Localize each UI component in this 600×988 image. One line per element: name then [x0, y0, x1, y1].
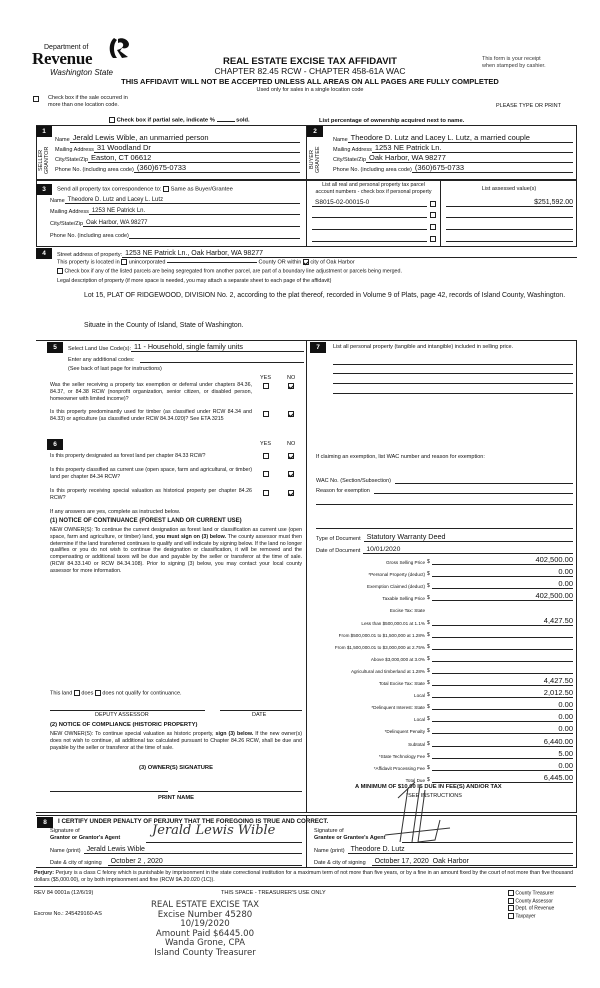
stamp-line: Amount Paid $6445.00 [155, 928, 255, 939]
personal-property-checkbox[interactable] [430, 236, 436, 242]
section-8-number: 8 [37, 817, 53, 828]
tax-row-value[interactable]: 402,500.00 [432, 555, 573, 565]
distribution-taxpayer[interactable] [508, 913, 554, 921]
tax-row-label: Subtotal [408, 741, 425, 747]
logo-department-text: Department of [44, 44, 89, 51]
distribution-county-assessor[interactable] [508, 898, 554, 906]
q1-yes-checkbox[interactable] [263, 383, 269, 390]
tax-row-value[interactable]: 5.00 [432, 749, 573, 759]
location-row [57, 259, 355, 265]
grantee-sig-label-2: Grantee or Grantee's Agent [314, 835, 386, 841]
parcel-row [312, 196, 436, 207]
tax-row-label: *State Technology Fee [378, 753, 425, 759]
corr-name-label: Name [50, 198, 65, 204]
corr-phone-label: Phone No. (including area code) [50, 233, 129, 239]
land-use-question-1: Was the seller receiving a property tax exemption or deferral under chapters 84.36, 84.37, or 84.38 RCW (nonprofit organization, senior citizen, or disabled person, homeowner with limited income)? [50, 382, 252, 402]
form-warning: THIS AFFIDAVIT WILL NOT BE ACCEPTED UNLESS ALL AREAS ON ALL PAGES ARE FULLY COMPLETED [121, 77, 499, 86]
seller-name-field[interactable]: Jerald Lewis Wible, an unmarried person [70, 133, 300, 143]
assessed-value-field[interactable]: $251,592.00 [446, 199, 573, 207]
buyer-label: BUYER [309, 150, 315, 170]
seller-address-label: Mailing Address [55, 147, 94, 153]
same-as-buyer-label: Same as Buyer/Grantee [170, 186, 233, 193]
personal-property-checkbox[interactable] [430, 224, 436, 230]
personal-property-label: List all personal property (tangible and intangible) included in selling price. [333, 344, 514, 350]
seller-label: SELLER [38, 149, 44, 171]
if-yes-note: If any answers are yes, complete as instructed below. [50, 509, 181, 515]
notice-compliance-title: (2) NOTICE OF COMPLIANCE (HISTORIC PROPERTY) [50, 722, 198, 728]
multi-location-checkbox[interactable] [33, 96, 39, 103]
perjury-label: Perjury: [34, 870, 55, 876]
grantee-name-label: Name (print) [314, 848, 345, 854]
wac-row [316, 475, 573, 484]
notice2-text-a: NEW OWNER(S): To continue special valuation as historic property, [50, 731, 216, 737]
partial-sale-label: Check box if partial sale, indicate % [116, 117, 215, 124]
escrow-number: 245429160-AS [65, 911, 102, 917]
reason-line-2[interactable] [316, 504, 573, 505]
owner-signature-label: (3) OWNER(S) SIGNATURE [139, 765, 213, 771]
section6-question-3: Is this property receiving special valuation as historical property per chapter 84.26 RCW? [50, 488, 252, 501]
legal-description-text: Lot 15, PLAT OF RIDGEWOOD, DIVISION No. 2, according to the plat thereof, recorded in Volume 9 of Plats, page 42, records of Island County, Washington. [84, 292, 566, 299]
tax-row-value[interactable]: 4,427.50 [432, 676, 573, 686]
unincorporated-checkbox[interactable] [121, 259, 127, 265]
tax-row-value[interactable]: 0.00 [432, 712, 573, 722]
land-use-row [68, 342, 304, 352]
doc-type-label: Type of Document [316, 536, 361, 542]
dollar-sign: $ [427, 740, 430, 747]
tax-row-label: Exemption Claimed (deduct) [367, 584, 425, 590]
parcel-header-line2: account numbers - check box if personal property [315, 188, 432, 195]
tax-table [283, 553, 573, 783]
seller-city-field[interactable]: Easton, CT 06612 [88, 153, 300, 163]
reason-label: Reason for exemption [316, 488, 370, 494]
dollar-sign: $ [427, 716, 430, 723]
land-use-field[interactable]: 11 - Household, single family units [131, 342, 304, 352]
tax-row [283, 710, 573, 722]
tax-row-value[interactable]: 6,445.00 [432, 773, 573, 783]
assessed-value-header: List assessed value(s) [481, 186, 537, 192]
dor-logo-icon [108, 36, 130, 60]
tax-row [283, 722, 573, 734]
notice1-text-b: The county assessor must then determine if the land transferred continues to qualify and will indicate by signing below. If the land no longer qualifies or you do not wish to continue the designation or classification, it will be removed and the compensating or additional taxes will be due and payable by the seller or transferor at the time of sale. (RCW 84.33.140 or RCW 84.34.108). Prior to signing (3) below, you may contact your local county assessor for more information. [50, 533, 302, 574]
stamp-line: REAL ESTATE EXCISE TAX [150, 900, 260, 910]
deputy-assessor-label: DEPUTY ASSESSOR [95, 712, 149, 718]
correspondence-label: Send all property tax correspondence to: [57, 186, 162, 193]
dollar-sign: $ [427, 776, 430, 783]
dollar-sign: $ [427, 631, 430, 638]
grantee-label: GRANTEE [315, 146, 321, 174]
tax-row [283, 759, 573, 771]
grantor-signature: Jerald Lewis Wible [152, 823, 276, 838]
ownership-note: List percentage of ownership acquired next to name. [319, 118, 465, 124]
assessed-value-list [446, 196, 573, 242]
parcel-number-field[interactable]: S8015-02-00015-0 [312, 199, 427, 207]
street-address-row [57, 248, 577, 258]
land-use-instructions: (See back of last page for instructions) [68, 366, 162, 372]
owner-signature-line[interactable] [50, 791, 168, 792]
section6-question-1: Is this property designated as forest land per chapter 84.33 RCW? [50, 453, 206, 459]
reason-line-3[interactable] [316, 528, 573, 529]
yes-header: YES [260, 375, 272, 381]
buyer-grantee-label [309, 142, 323, 178]
personal-property-line[interactable] [333, 373, 573, 374]
land-use-label: Select Land Use Code(s): [68, 346, 131, 352]
segregated-label: Check box if any of the listed parcels are being segregated from another parcel, are part of a boundary line adjustment or parcels being merged. [64, 268, 402, 275]
grantor-date-field[interactable]: October 2 , 2020 [108, 858, 302, 866]
grantee-date-field[interactable]: October 17, 2020 Oak Harbor [372, 858, 573, 866]
parcel-row [312, 218, 436, 230]
personal-property-line[interactable] [333, 393, 573, 394]
located-in-label: This property is located in [57, 259, 120, 266]
legal-description-label: Legal description of property (if more space is needed, you may attach a separate sheet to each page of the affidavit) [57, 278, 332, 284]
seller-phone-field[interactable]: (360)675-0733 [134, 163, 300, 173]
tax-row-label: *Delinquent Interest: State [371, 705, 425, 711]
yes-header: YES [260, 441, 272, 447]
logo-revenue-text: Revenue [32, 49, 93, 68]
dollar-sign: $ [427, 655, 430, 662]
grantee-date-label: Date & city of signing [314, 860, 366, 866]
grantee-sig-label-1: Signature of [314, 828, 344, 834]
buyer-city-field[interactable]: Oak Harbor, WA 98277 [366, 153, 573, 163]
tax-row [283, 601, 573, 613]
tax-row [283, 626, 573, 638]
section-1-number: 1 [36, 126, 52, 137]
corr-phone-field[interactable] [129, 238, 300, 239]
tax-row-label: Gross Selling Price [385, 560, 425, 565]
does-not-label: does not qualify for continuance. [102, 690, 182, 697]
stamp-line: Wanda Grone, CPA [164, 938, 246, 948]
situate-text: Situate in the County of Island, State of Washington. [84, 322, 244, 329]
partial-sale-percent-input[interactable] [217, 121, 235, 122]
dollar-sign: $ [427, 704, 430, 711]
tax-row-value[interactable] [432, 640, 573, 650]
print-name-label: PRINT NAME [157, 795, 195, 801]
distribution-list [508, 890, 554, 920]
correspondence-fields [50, 193, 300, 239]
partial-sale-checkbox[interactable] [109, 117, 115, 123]
dollar-sign: $ [427, 583, 430, 590]
tax-row [283, 662, 573, 674]
buyer-fields [333, 133, 573, 173]
certify-box [36, 815, 577, 868]
reason-row [316, 485, 573, 494]
grantor-name-field[interactable]: Jerald Lewis Wible [84, 846, 302, 854]
parcel-row [312, 207, 436, 218]
buyer-name-field[interactable]: Theodore D. Lutz and Lacey L. Lutz, a married couple [348, 133, 573, 143]
qualify-row [50, 690, 182, 696]
city-of-label: city of Oak Harbor [310, 259, 355, 266]
section6-question-2: Is this property classified as current use (open space, farm and agricultural, or timber) land per chapter 84.34 RCW? [50, 467, 252, 480]
grantor-date-label: Date & city of signing [50, 860, 102, 866]
dollar-sign: $ [427, 667, 430, 674]
form-title: REAL ESTATE EXCISE TAX AFFIDAVIT [222, 56, 397, 67]
tax-row-label: Above $3,000,000 at 3.0% [370, 656, 425, 662]
tax-row-value[interactable]: 2,012.50 [432, 688, 573, 698]
escrow-label: Escrow No.: [34, 911, 64, 917]
seller-name-label: Name [55, 137, 70, 143]
see-instructions-note: *SEE INSTRUCTIONS [406, 793, 462, 799]
grantor-sig-label-2: Grantor or Grantor's Agent [50, 835, 121, 841]
tax-row-label: Local [414, 717, 425, 723]
parcel-header-line1: List all real and personal property tax parcel [322, 182, 425, 188]
grantor-sig-label-1: Signature of [50, 828, 80, 834]
seller-address-field[interactable]: 31 Woodland Dr [94, 143, 300, 153]
tax-row-value[interactable]: 0.00 [432, 724, 573, 734]
partial-sale-row [109, 117, 250, 124]
tax-row-value[interactable]: 6,440.00 [432, 737, 573, 747]
tax-row [283, 577, 573, 589]
tax-row-label: Agricultural and timberland at 1.28% [350, 668, 425, 674]
deputy-assessor-line[interactable] [50, 710, 205, 711]
receipt-note-line2: when stamped by cashier. [482, 63, 546, 69]
q2-yes-checkbox[interactable] [263, 411, 269, 418]
tax-row-label: From $1,500,000.01 to $3,000,000 at 2.75% [334, 644, 425, 650]
dollar-sign: $ [427, 764, 430, 771]
please-type-note: PLEASE TYPE OR PRINT [496, 103, 562, 109]
multi-location-label [48, 95, 128, 109]
s6q3-yes-checkbox[interactable] [263, 490, 269, 497]
tax-row-value[interactable]: 0.00 [432, 579, 573, 589]
assessed-value-field[interactable] [446, 241, 573, 242]
corr-address-label: Mailing Address [50, 209, 89, 215]
treasurer-use-label: THIS SPACE - TREASURER'S USE ONLY [221, 890, 326, 896]
tax-row-label: *Delinquent Penalty [384, 729, 425, 735]
perjury-divider [34, 886, 576, 887]
does-qualify-checkbox[interactable] [74, 690, 80, 696]
tax-row-value[interactable]: 0.00 [432, 700, 573, 710]
tax-row-value[interactable]: 0.00 [432, 567, 573, 577]
form-id: REV 84 0001a (12/6/19) [34, 890, 94, 896]
deputy-date-label: DATE [252, 712, 267, 718]
buyer-city-label: City/State/Zip [333, 157, 367, 163]
doc-date-label: Date of Document [316, 548, 361, 554]
escrow-row [34, 911, 102, 917]
certify-statement: I CERTIFY UNDER PENALTY OF PERJURY THAT THE FOREGOING IS TRUE AND CORRECT. [58, 818, 329, 825]
distribution-label: County Assessor [515, 897, 553, 904]
stamp-line: Island County Treasurer [154, 947, 256, 958]
parcel-number-field[interactable] [312, 241, 427, 242]
owner-signature-line-2[interactable] [178, 791, 302, 792]
corr-address-field[interactable]: 1253 NE Patrick Ln. [89, 208, 300, 215]
doc-type-field[interactable]: Statutory Warranty Deed [364, 532, 573, 542]
tax-row-value[interactable] [432, 664, 573, 674]
tax-row-value[interactable] [432, 628, 573, 638]
stamp-line: 10/19/2020 [180, 919, 230, 929]
parcel-header [307, 182, 440, 195]
grantor-label: GRANTOR [44, 146, 50, 174]
tax-row-value[interactable]: 4,427.50 [432, 616, 573, 626]
section-4-number: 4 [36, 248, 52, 259]
city-checkbox[interactable] [303, 259, 309, 265]
corr-city-field[interactable]: Oak Harbor, WA 98277 [83, 220, 300, 227]
county-field[interactable] [167, 262, 257, 263]
parcel-number-field[interactable] [312, 229, 427, 230]
seller-city-label: City/State/Zip [55, 157, 89, 163]
personal-property-checkbox[interactable] [430, 201, 436, 207]
wac-label: WAC No. (Section/Subsection) [316, 478, 391, 484]
section-7-number: 7 [310, 342, 326, 353]
perjury-note [34, 870, 576, 884]
tax-row-label: *Personal Property (deduct) [368, 572, 425, 578]
does-label: does [81, 690, 94, 697]
dollar-sign: $ [427, 571, 430, 578]
doc-date-field[interactable]: 10/01/2020 [363, 546, 573, 554]
receipt-note [482, 56, 546, 70]
notice1-bold: you must sign on (3) below. [155, 533, 227, 540]
tax-row [283, 735, 573, 747]
no-header: NO [287, 441, 296, 447]
unincorporated-label: unincorporated [128, 259, 166, 266]
parcel-row [312, 230, 436, 242]
seller-grantor-label [38, 142, 52, 178]
treasurer-stamp [140, 901, 270, 958]
street-address-field[interactable]: 1253 NE Patrick Ln., Oak Harbor, WA 98277 [122, 250, 577, 258]
dollar-sign: $ [427, 728, 430, 735]
partial-sold-label: sold. [236, 117, 250, 124]
corr-city-label: City/State/Zip [50, 221, 84, 227]
wac-field[interactable] [395, 483, 573, 484]
stamp-line: Excise Number 45280 [157, 909, 253, 920]
buyer-name-label: Name [333, 137, 348, 143]
land-use-question-2: Is this property predominantly used for timber (as classified under RCW 84.34 and 84.33) or agriculture (as classified under RCW 84.34.020)? See ETA 3215 [50, 409, 252, 422]
section-3-number: 3 [36, 184, 52, 195]
same-as-buyer-checkbox[interactable] [163, 186, 169, 192]
tax-row-label: Excise Tax: State [389, 608, 425, 614]
tax-row [283, 589, 573, 601]
seller-fields [55, 133, 300, 173]
street-address-label: Street address of property: [57, 252, 123, 258]
dollar-sign: $ [427, 692, 430, 699]
tax-row-value[interactable] [432, 652, 573, 662]
personal-property-checkbox[interactable] [430, 212, 436, 218]
exemption-label: If claiming an exemption, list WAC number and reason for exemption: [316, 454, 485, 460]
section-2-number: 2 [307, 126, 323, 137]
tax-row-label: *Affidavit Processing Fee [373, 765, 425, 771]
tax-row [283, 674, 573, 686]
tax-row-label: Less than $500,000.01 at 1.1% [361, 620, 425, 626]
does-not-qualify-checkbox[interactable] [95, 690, 101, 696]
personal-property-line[interactable] [333, 383, 573, 384]
notice-continuance-text [50, 527, 302, 575]
tax-row [283, 747, 573, 759]
tax-row [283, 638, 573, 650]
tax-row [283, 565, 573, 577]
assessed-value-field[interactable] [446, 229, 573, 230]
s6q2-no-checkbox[interactable] [288, 471, 294, 478]
reason-field[interactable] [374, 493, 573, 494]
additional-codes-row [68, 354, 304, 363]
notice2-text-b: If the new owner(s) does not wish to continue, all additional tax calculated pursuant to Chapter 84.26 RCW, shall be due and payable by the seller or transferor at the time of sale. [50, 731, 302, 751]
buyer-address-label: Mailing Address [333, 147, 372, 153]
s6q1-yes-checkbox[interactable] [263, 453, 269, 460]
tax-row [283, 686, 573, 698]
multi-location-line1: Check box if the sale occurred in [48, 95, 128, 101]
tax-row-label: Taxable Selling Price [382, 596, 425, 602]
s6q2-yes-checkbox[interactable] [263, 471, 269, 478]
distribution-label: County Treasurer [515, 890, 555, 897]
dollar-sign: $ [427, 595, 430, 602]
minimum-due-note: A MINIMUM OF $10.00 IS DUE IN FEE(S) AND/OR TAX [355, 784, 502, 790]
assessed-value-field[interactable] [446, 217, 573, 218]
grantor-name-label: Name (print) [50, 848, 81, 854]
parcel-list [312, 196, 436, 242]
segregated-row [57, 268, 402, 274]
q1-no-checkbox[interactable] [288, 383, 294, 390]
distribution-dept-revenue[interactable] [508, 905, 554, 913]
doc-type-row [316, 532, 573, 542]
parcel-number-field[interactable] [312, 217, 427, 218]
q2-no-checkbox[interactable] [288, 411, 294, 418]
tax-row-label: Total Excise Tax: State [378, 681, 425, 686]
additional-codes-field[interactable] [140, 362, 304, 363]
notice-continuance-title: (1) NOTICE OF CONTINUANCE (FOREST LAND OR CURRENT USE) [50, 518, 242, 524]
dollar-sign: $ [427, 752, 430, 759]
notice1-text-a: NEW OWNER(S): To continue the current designation as forest land or classification as current use (open space, farm and agriculture, or timber) land, [50, 527, 302, 540]
section-6-number: 6 [47, 439, 63, 450]
dollar-sign: $ [427, 680, 430, 686]
buyer-phone-label: Phone No. (including area code) [333, 167, 412, 173]
multi-location-line2: more than one location code. [48, 102, 119, 108]
corr-name-field[interactable]: Theodore D. Lutz and Lacey L. Lutz [65, 197, 300, 204]
county-or-label: County OR within [258, 259, 302, 266]
receipt-note-line1: This form is your receipt [482, 56, 541, 62]
buyer-address-field[interactable]: 1253 NE Patrick Ln. [372, 143, 573, 153]
s6q3-no-checkbox[interactable] [288, 490, 294, 497]
tax-row-label: Local [414, 693, 425, 699]
qualify-label: This land [50, 690, 73, 697]
personal-property-line[interactable] [333, 364, 573, 365]
dollar-sign: $ [427, 559, 430, 565]
correspondence-heading [57, 186, 233, 193]
segregated-checkbox[interactable] [57, 268, 63, 274]
tax-row-value[interactable]: 0.00 [432, 761, 573, 771]
notice-compliance-text [50, 731, 302, 751]
seller-phone-label: Phone No. (including area code) [55, 167, 134, 173]
tax-row [283, 614, 573, 626]
single-location-note: Used only for sales in a single location code [256, 87, 364, 93]
dollar-sign: $ [427, 619, 430, 626]
section-5-number: 5 [47, 342, 63, 353]
notice2-bold: sign (3) below. [215, 731, 254, 737]
perjury-text: Perjury is a class C felony which is punishable by imprisonment in the state correctional institution for a maximum term of not more than five years, or by a fine in an amount fixed by the court of not more than five thousand dollars ($5,000.00), or by both imprisonment and fine (RCW 9A.20.020 (1C)). [34, 870, 574, 883]
tax-row-value[interactable]: 402,500.00 [432, 591, 573, 601]
buyer-phone-field[interactable]: (360)675-0733 [412, 163, 573, 173]
tax-row [283, 698, 573, 710]
dollar-sign: $ [427, 643, 430, 650]
tax-row-label: Total Due [405, 777, 425, 783]
logo-state-text: Washington State [50, 68, 114, 77]
tax-row [283, 553, 573, 565]
tax-row-label: From $500,000.01 to $1,500,000 at 1.28% [338, 632, 425, 638]
distribution-county-treasurer[interactable] [508, 890, 554, 898]
form-chapters: CHAPTER 82.45 RCW - CHAPTER 458-61A WAC [214, 66, 406, 76]
grantee-name-field[interactable]: Theodore D. Lutz [348, 846, 573, 854]
distribution-label: Taxpayer [515, 912, 536, 919]
s6q1-no-checkbox[interactable] [288, 453, 294, 460]
tax-row [283, 650, 573, 662]
additional-codes-label: Enter any additional codes: [68, 357, 135, 363]
distribution-label: Dept. of Revenue [515, 905, 555, 912]
no-header: NO [287, 375, 296, 381]
